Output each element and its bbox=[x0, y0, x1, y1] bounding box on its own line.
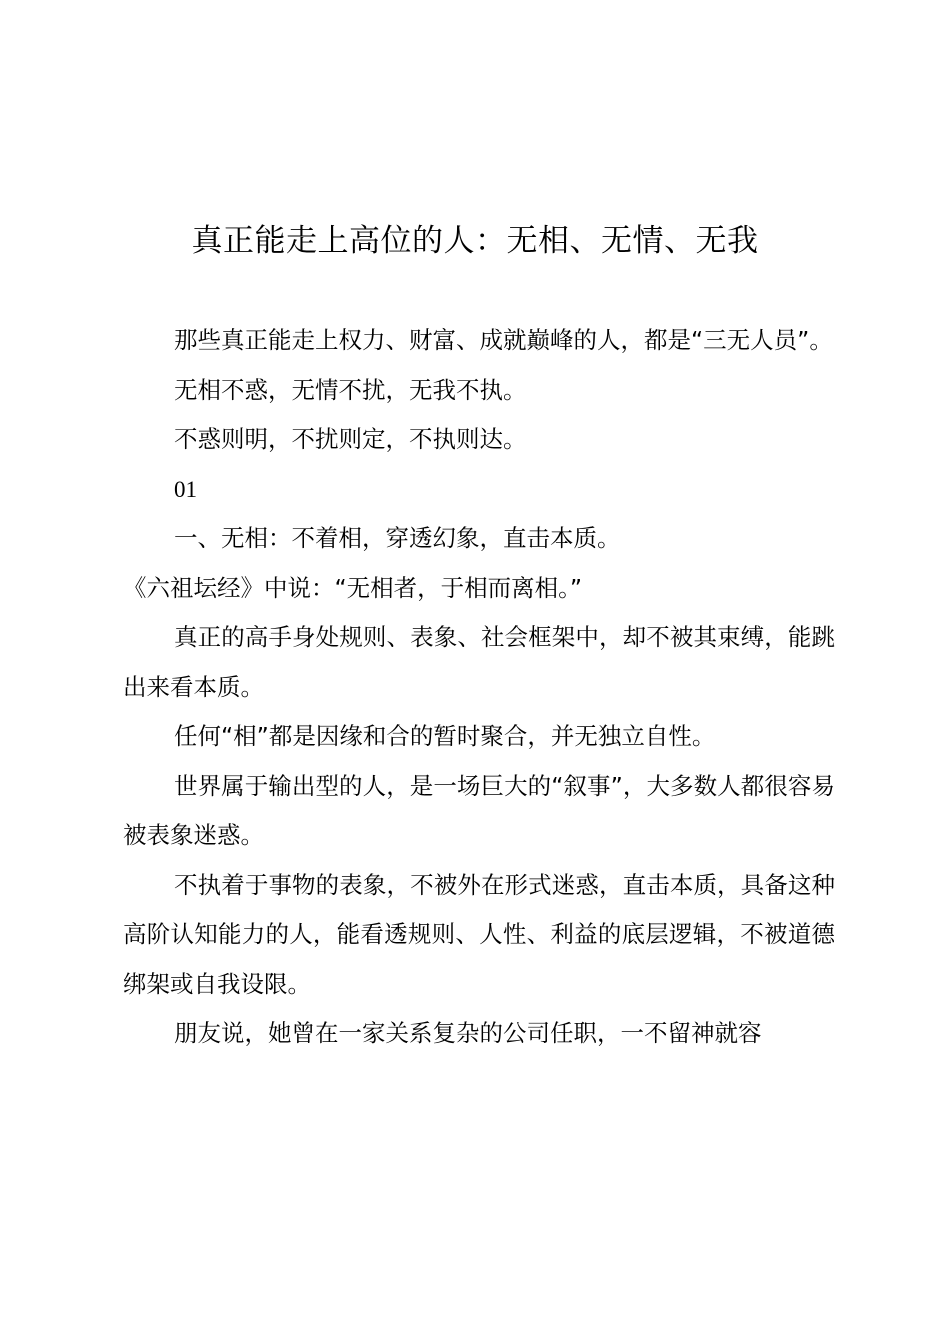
paragraph-quote: 《六祖坛经》中说：“无相者，于相而离相。” bbox=[123, 573, 583, 602]
paragraph-intro: 那些真正能走上权力、财富、成就巅峰的人，都是“三无人员”。 bbox=[174, 326, 833, 354]
paragraph-body: 朋友说，她曾在一家关系复杂的公司任职，一不留神就容 bbox=[174, 1019, 762, 1047]
paragraph-body: 任何“相”都是因缘和合的暂时聚合，并无独立自性。 bbox=[174, 722, 716, 750]
paragraph-results: 不惑则明，不扰则定，不执则达。 bbox=[174, 425, 527, 453]
document-body bbox=[123, 316, 835, 1059]
section-number: 01 bbox=[174, 476, 197, 502]
section-heading: 一、无相：不着相，穿透幻象，直击本质。 bbox=[174, 524, 621, 552]
paragraph-body: 世界属于输出型的人，是一场巨大的“叙事”，大多数人都很容易被表象迷惑。 bbox=[123, 771, 835, 849]
paragraph-body: 不执着于事物的表象，不被外在形式迷惑，直击本质，具备这种高阶认知能力的人，能看透规则、人性、利益的底层逻辑，不被道德绑架或自我设限。 bbox=[123, 870, 835, 998]
paragraph-three-no: 无相不惑，无情不扰，无我不执。 bbox=[174, 375, 527, 404]
paragraph-body: 真正的高手身处规则、表象、社会框架中，却不被其束缚，能跳出来看本质。 bbox=[123, 623, 835, 701]
document-title: 真正能走上高位的人：无相、无情、无我 bbox=[191, 223, 759, 259]
